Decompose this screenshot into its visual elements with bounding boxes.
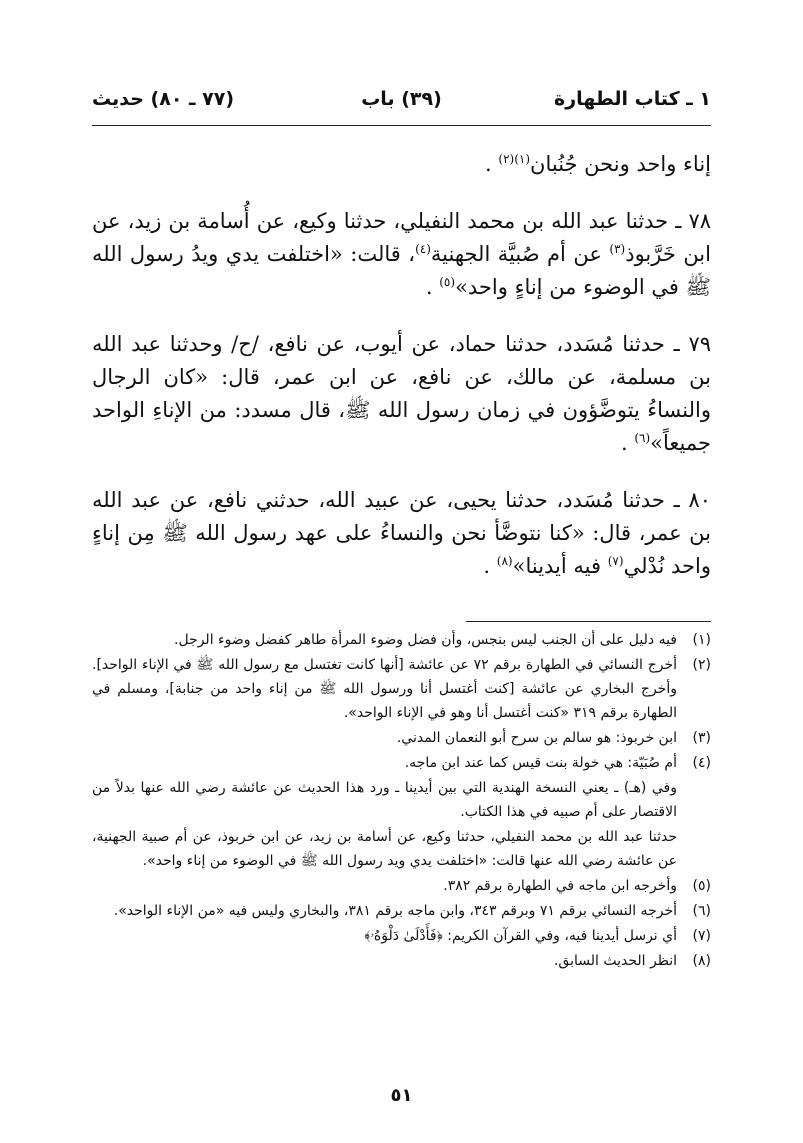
text-run: ، قالت: «اختلفت يدي ويدُ رسول الله ﷺ في الوضوء من إناءٍ واحد» — [92, 242, 711, 299]
footnote-number: (٤) — [692, 755, 711, 771]
footnote-3 — [92, 726, 711, 750]
running-header — [92, 88, 711, 120]
footnotes — [92, 628, 711, 974]
header-book-title: ١ ـ كتاب الطهارة — [554, 88, 711, 110]
footnote-8 — [92, 949, 711, 973]
paragraph-text: إناء واحد ونحن جُنُبان — [530, 152, 711, 176]
footnote-text: أخرجه النسائي برقم ٧١ وبرقم ٣٤٣، وابن ماجه برقم ٣٨١، والبخاري وليس فيه «من الإناء الواحد». — [113, 903, 677, 919]
hadith-79 — [92, 328, 711, 460]
footnote-2 — [92, 653, 711, 725]
footnote-marker: (١)(٢) — [498, 152, 531, 166]
footnote-1 — [92, 628, 711, 652]
paragraph-tail: . — [485, 152, 499, 176]
text-run: . — [483, 554, 497, 578]
footnote-separator — [466, 621, 711, 622]
paragraph-continuation — [92, 148, 711, 181]
hadith-80 — [92, 484, 711, 583]
footnote-number: (٨) — [692, 953, 711, 969]
footnote-4-note: وفي (هـ) ـ يعني النسخة الهندية التي بين أيدينا ـ ورد هذا الحديث عن عائشة رضي الله عنها بدلاً من الاقتصار على أم صبيه في هذا الكتاب. — [92, 780, 677, 820]
header-rule — [92, 125, 711, 126]
footnote-text: أخرج النسائي في الطهارة برقم ٧٢ عن عائشة [أنها كانت تغتسل مع رسول الله ﷺ في الإناء الواحد]. وأخرج البخاري عن عائشة [كنت أغتسل أنا ورسول الله ﷺ من إناء واحد من جنابة]، ومسلم في الطهارة برقم ٣١٩ «كنت أغتسل أنا وهو في الإناء الواحد». — [92, 657, 677, 721]
hadith-78 — [92, 205, 711, 304]
footnote-text: انظر الحديث السابق. — [553, 953, 677, 969]
footnote-marker: (٣) — [609, 242, 626, 256]
text-run: عن أم صُبيَّة الجهنية — [430, 242, 610, 266]
page-number: ٥١ — [390, 1085, 413, 1106]
footnote-number: (٢) — [692, 657, 711, 673]
text-run: . — [620, 431, 635, 455]
footnote-marker: (٥) — [439, 275, 456, 289]
text-run: ٧٨ ـ حدثنا عبد الله بن محمد النفيلي، حدثنا وكيع، عن أُسامة بن زيد، عن ابن خَرَّبوذ — [92, 209, 711, 266]
header-hadith-range: (٧٧ ـ ٨٠) حديث — [92, 88, 235, 110]
footnote-number: (٧) — [692, 928, 711, 944]
header-chapter: (٣٩) باب — [361, 88, 442, 110]
footnote-7 — [92, 924, 711, 948]
footnote-text: ابن خربوذ: هو سالم بن سرح أبو النعمان المدني. — [396, 730, 677, 746]
footnote-5 — [92, 874, 711, 898]
text-run: ٨٠ ـ حدثنا مُسَدد، حدثنا يحيى، عن عبيد الله، حدثني نافع، عن عبد الله بن عمر، قال: «كنا نتوضَّأ نحن والنساءُ على عهد رسول الله ﷺ مِن إناءٍ واحد نُدْلي — [92, 488, 711, 578]
footnote-text: فيه دليل على أن الجنب ليس بنجس، وأن فضل وضوء المرأة طاهر كفضل وضوء الرجل. — [174, 632, 677, 648]
text-run: فيه أيدينا» — [512, 554, 608, 578]
text-run: ٧٩ ـ حدثنا مُسَدد، حدثنا حماد، عن أيوب، عن نافع، /ح/ وحدثنا عبد الله بن مسلمة، عن مالك، عن نافع، عن ابن عمر، قال: «كان الرجال والنساءُ يتوضَّؤون في زمان رسول الله ﷺ، قال مسدد: من الإناءِ الواحد جميعاً» — [92, 332, 711, 455]
footnote-4 — [92, 751, 711, 775]
footnote-number: (١) — [692, 632, 711, 648]
footnote-marker: (٧) — [607, 554, 624, 568]
footnote-6 — [92, 899, 711, 923]
footnote-text: أي نرسل أيدينا فيه، وفي القرآن الكريم: ﴿فَأَدْلَىٰ دَلْوَهُۥ﴾ — [364, 928, 677, 944]
footnote-4-hadith: حدثنا عبد الله بن محمد النفيلي، حدثنا وكيع، عن أسامة بن زيد، عن ابن خربوذ، عن أم صبية الجهنية، عن عائشة رضي الله عنها قالت: «اختلفت يدي ويد رسول الله ﷺ في الوضوء من إناء واحد». — [92, 829, 677, 869]
text-run: . — [425, 275, 440, 299]
footnote-number: (٥) — [692, 878, 711, 894]
footnote-text: أم صُبَيّة: هي خولة بنت قيس كما عند ابن ماجه. — [404, 755, 677, 771]
footnote-number: (٦) — [692, 903, 711, 919]
footnote-marker: (٦) — [634, 431, 651, 445]
footnote-marker: (٤) — [415, 242, 431, 256]
footnote-number: (٣) — [692, 730, 711, 746]
footnote-text: وأخرجه ابن ماجه في الطهارة برقم ٣٨٢. — [443, 878, 677, 894]
main-text — [92, 148, 711, 583]
footnote-marker: (٨) — [496, 554, 513, 568]
